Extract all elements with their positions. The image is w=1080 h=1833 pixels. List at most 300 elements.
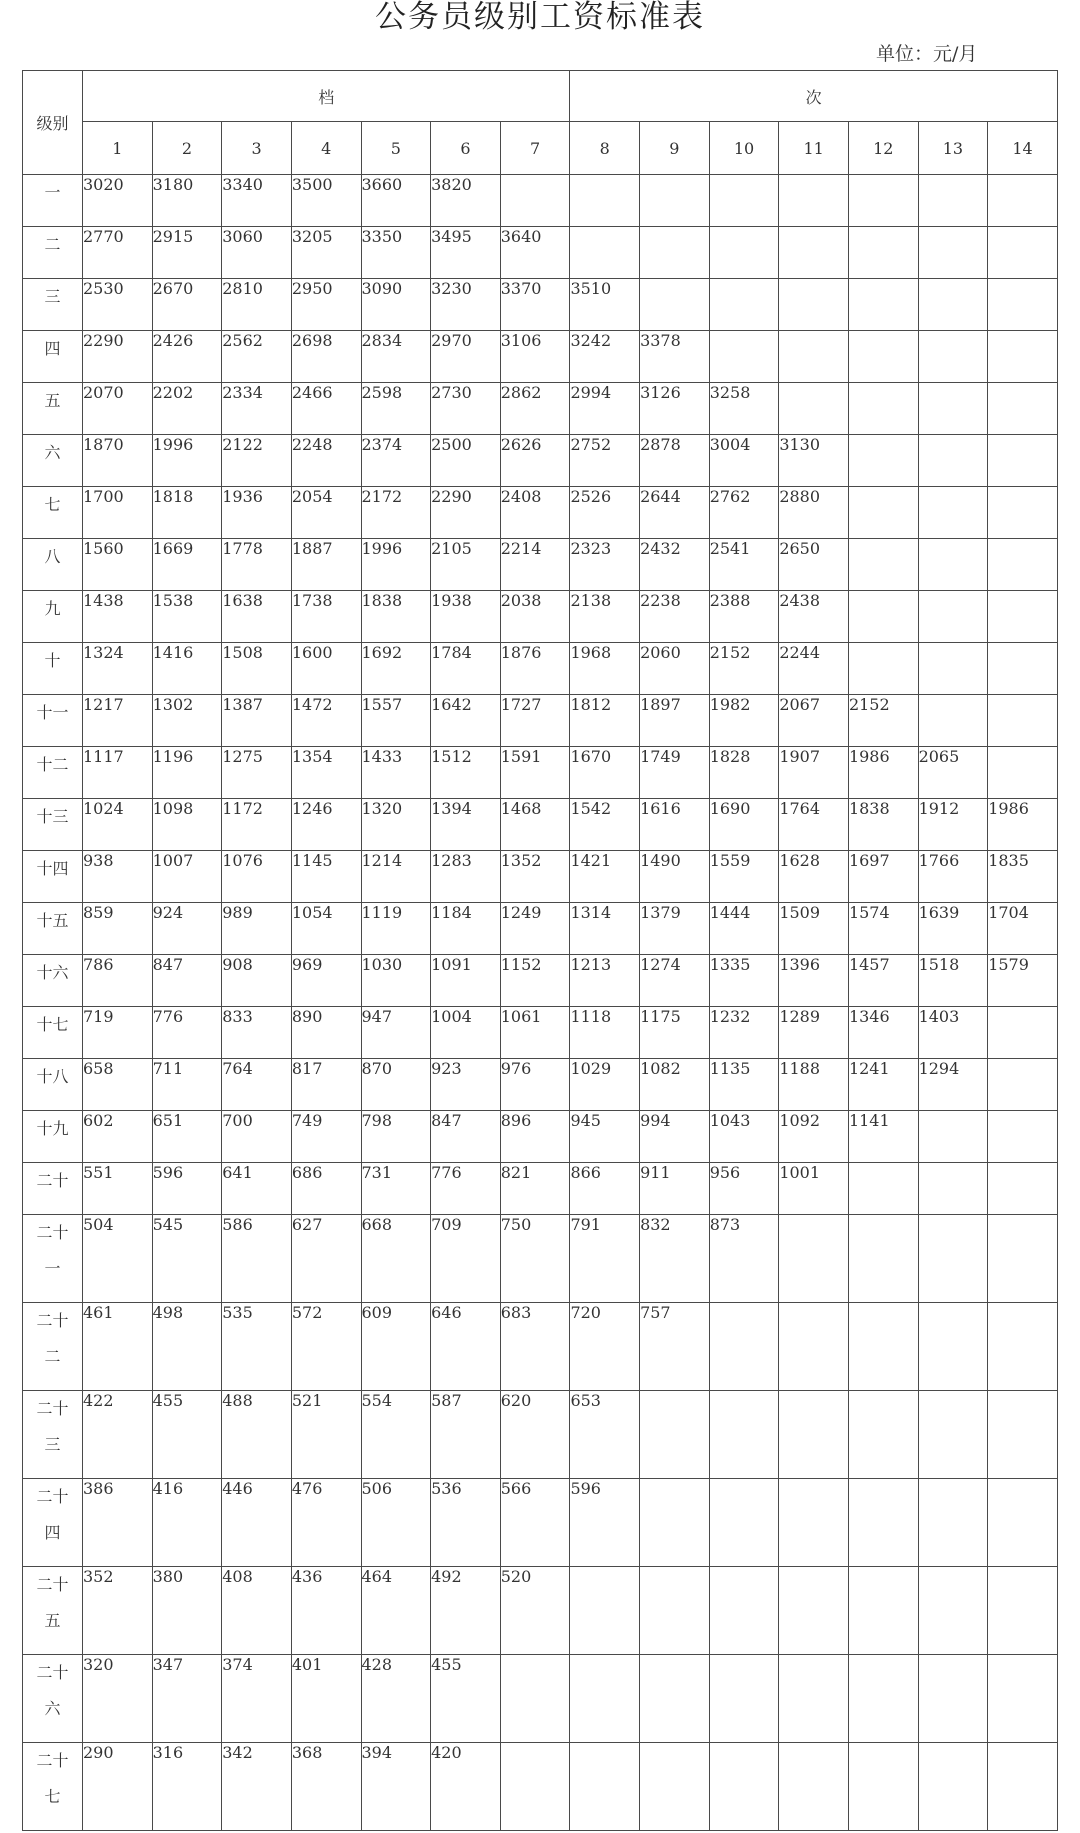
salary-cell: 2038 [500,591,570,643]
salary-cell: 1986 [988,799,1058,851]
header-grade-row [23,122,1058,175]
salary-cell: 2408 [500,487,570,539]
salary-cell [918,643,988,695]
level-label: 五 [44,391,61,410]
salary-cell: 3060 [222,227,292,279]
salary-cell: 1082 [640,1059,710,1111]
table-row [23,1479,1058,1567]
salary-cell: 2752 [570,435,640,487]
salary-cell: 1560 [83,539,153,591]
level-label: 二十 [36,1171,69,1190]
salary-cell: 1616 [640,799,710,851]
salary-cell [988,1479,1058,1567]
salary-cell: 668 [361,1215,431,1303]
salary-cell: 352 [83,1567,153,1655]
salary-cell: 719 [83,1007,153,1059]
grade-header-6: 6 [431,122,501,175]
salary-cell: 1968 [570,643,640,695]
salary-cell [709,1479,779,1567]
salary-cell: 1509 [779,903,849,955]
salary-cell: 1118 [570,1007,640,1059]
salary-table [22,70,1058,1831]
salary-cell [988,695,1058,747]
salary-cell: 1936 [222,487,292,539]
level-label: 二十二 [36,1311,69,1366]
salary-cell: 1704 [988,903,1058,955]
salary-cell [709,1567,779,1655]
salary-cell [848,1655,918,1743]
table-row [23,1655,1058,1743]
level-label: 十九 [36,1119,69,1138]
salary-cell: 1591 [500,747,570,799]
salary-cell: 1214 [361,851,431,903]
salary-cell: 2323 [570,539,640,591]
salary-cell: 1091 [431,955,501,1007]
level-cell [23,1391,83,1479]
grade-header-1: 1 [83,122,153,175]
salary-cell: 1092 [779,1111,849,1163]
salary-cell: 1346 [848,1007,918,1059]
level-label: 十 [44,651,61,670]
salary-cell: 1141 [848,1111,918,1163]
salary-cell: 817 [291,1059,361,1111]
salary-cell: 1294 [918,1059,988,1111]
salary-cell: 646 [431,1303,501,1391]
salary-cell: 2466 [291,383,361,435]
salary-cell: 3640 [500,227,570,279]
salary-cell: 749 [291,1111,361,1163]
level-cell [23,851,83,903]
salary-cell [918,227,988,279]
salary-cell: 596 [570,1479,640,1567]
grade-header-12: 12 [848,122,918,175]
salary-cell [988,747,1058,799]
salary-cell [709,227,779,279]
salary-cell [848,539,918,591]
salary-cell: 3242 [570,331,640,383]
salary-cell: 3230 [431,279,501,331]
salary-cell: 938 [83,851,153,903]
salary-cell [918,1163,988,1215]
salary-cell [988,279,1058,331]
salary-cell [988,1567,1058,1655]
level-cell [23,1215,83,1303]
salary-cell: 1579 [988,955,1058,1007]
grade-header-9: 9 [640,122,710,175]
table-row [23,591,1058,643]
salary-cell: 1518 [918,955,988,1007]
salary-cell [988,1111,1058,1163]
salary-cell: 750 [500,1215,570,1303]
salary-cell: 1188 [779,1059,849,1111]
salary-cell: 1024 [83,799,153,851]
salary-cell: 1275 [222,747,292,799]
salary-cell: 2915 [152,227,222,279]
salary-cell: 1996 [152,435,222,487]
salary-cell: 994 [640,1111,710,1163]
salary-cell: 2248 [291,435,361,487]
salary-cell: 2172 [361,487,431,539]
level-cell [23,539,83,591]
salary-cell: 2562 [222,331,292,383]
salary-cell [918,1567,988,1655]
table-row [23,1743,1058,1831]
salary-cell: 2432 [640,539,710,591]
salary-cell: 394 [361,1743,431,1831]
level-label: 七 [44,495,61,514]
salary-cell [640,227,710,279]
salary-cell: 1838 [848,799,918,851]
salary-cell: 2598 [361,383,431,435]
salary-cell [570,175,640,227]
salary-cell [570,1743,640,1831]
salary-cell: 1283 [431,851,501,903]
salary-cell [779,1743,849,1831]
salary-cell: 464 [361,1567,431,1655]
salary-cell: 2950 [291,279,361,331]
salary-cell: 700 [222,1111,292,1163]
salary-cell: 847 [152,955,222,1007]
level-cell [23,695,83,747]
table-row [23,1215,1058,1303]
salary-cell: 609 [361,1303,431,1391]
salary-cell [500,175,570,227]
salary-cell: 1468 [500,799,570,851]
salary-cell: 1784 [431,643,501,695]
salary-cell: 3126 [640,383,710,435]
salary-cell: 832 [640,1215,710,1303]
salary-cell: 520 [500,1567,570,1655]
salary-cell: 2202 [152,383,222,435]
salary-cell [570,227,640,279]
salary-cell: 446 [222,1479,292,1567]
salary-cell: 566 [500,1479,570,1567]
salary-cell [848,1479,918,1567]
level-label: 十三 [36,807,69,826]
salary-cell: 1538 [152,591,222,643]
salary-cell: 896 [500,1111,570,1163]
salary-cell: 1314 [570,903,640,955]
salary-cell: 2670 [152,279,222,331]
salary-cell: 504 [83,1215,153,1303]
salary-cell [918,279,988,331]
salary-cell [918,1655,988,1743]
salary-cell: 1030 [361,955,431,1007]
salary-cell [779,1391,849,1479]
table-row [23,175,1058,227]
salary-cell: 1638 [222,591,292,643]
salary-cell [848,331,918,383]
salary-cell: 3130 [779,435,849,487]
salary-cell: 3180 [152,175,222,227]
salary-cell: 1394 [431,799,501,851]
salary-cell [779,1303,849,1391]
grade-group-label-right: 次 [805,87,822,107]
unit-label: 单位：元/月 [876,43,978,65]
salary-cell: 791 [570,1215,640,1303]
salary-cell [988,435,1058,487]
salary-cell [848,1391,918,1479]
salary-cell [570,1655,640,1743]
table-row [23,1567,1058,1655]
salary-cell: 947 [361,1007,431,1059]
salary-cell: 2862 [500,383,570,435]
salary-cell: 2530 [83,279,153,331]
level-label: 十七 [36,1015,69,1034]
level-label: 二十四 [36,1487,69,1542]
salary-cell: 1152 [500,955,570,1007]
table-row [23,1111,1058,1163]
table-row [23,331,1058,383]
salary-cell [500,1655,570,1743]
salary-cell [918,1303,988,1391]
grade-header-4: 4 [291,122,361,175]
salary-cell: 401 [291,1655,361,1743]
salary-cell: 924 [152,903,222,955]
salary-cell: 1246 [291,799,361,851]
grade-group-header-left [83,71,570,122]
salary-cell: 1887 [291,539,361,591]
salary-cell [848,1215,918,1303]
table-row [23,903,1058,955]
salary-cell: 1061 [500,1007,570,1059]
level-cell [23,1655,83,1743]
salary-cell: 1241 [848,1059,918,1111]
level-cell [23,643,83,695]
salary-cell: 1387 [222,695,292,747]
salary-cell: 320 [83,1655,153,1743]
salary-cell [709,331,779,383]
salary-cell: 1172 [222,799,292,851]
salary-cell: 1354 [291,747,361,799]
grade-group-header-right [570,71,1057,122]
salary-cell [779,279,849,331]
level-cell [23,1479,83,1567]
salary-cell: 290 [83,1743,153,1831]
salary-cell: 1982 [709,695,779,747]
salary-cell: 1835 [988,851,1058,903]
grade-header-10: 10 [709,122,779,175]
salary-cell: 1508 [222,643,292,695]
level-label: 二 [44,235,61,254]
salary-cell: 1700 [83,487,153,539]
salary-cell: 686 [291,1163,361,1215]
salary-cell: 1433 [361,747,431,799]
salary-cell: 1335 [709,955,779,1007]
level-column-header: 级别 [23,71,83,175]
salary-cell: 587 [431,1391,501,1479]
salary-cell: 2388 [709,591,779,643]
grade-header-7: 7 [500,122,570,175]
table-row [23,695,1058,747]
salary-cell: 2834 [361,331,431,383]
salary-cell: 428 [361,1655,431,1743]
table-row [23,227,1058,279]
salary-cell: 1670 [570,747,640,799]
salary-cell: 1697 [848,851,918,903]
salary-cell: 1416 [152,643,222,695]
salary-cell [988,227,1058,279]
salary-cell [848,279,918,331]
salary-cell [709,1655,779,1743]
salary-cell: 627 [291,1215,361,1303]
salary-cell: 1690 [709,799,779,851]
salary-cell [988,1163,1058,1215]
salary-cell [709,1391,779,1479]
table-row [23,539,1058,591]
salary-cell: 416 [152,1479,222,1567]
salary-cell: 1352 [500,851,570,903]
salary-cell: 1574 [848,903,918,955]
table-row [23,435,1058,487]
salary-cell: 1876 [500,643,570,695]
grade-header-8: 8 [570,122,640,175]
level-cell [23,747,83,799]
salary-cell: 821 [500,1163,570,1215]
salary-cell: 3820 [431,175,501,227]
level-cell [23,903,83,955]
table-body [23,175,1058,1831]
level-cell [23,331,83,383]
grade-header-13: 13 [918,122,988,175]
level-label: 十四 [36,859,69,878]
salary-cell: 1778 [222,539,292,591]
salary-cell: 602 [83,1111,153,1163]
salary-cell [988,331,1058,383]
salary-cell: 2374 [361,435,431,487]
salary-cell [988,539,1058,591]
salary-cell: 2152 [848,695,918,747]
salary-cell: 1135 [709,1059,779,1111]
salary-cell: 1232 [709,1007,779,1059]
salary-cell: 1438 [83,591,153,643]
level-label: 十一 [36,703,69,722]
table-row [23,851,1058,903]
salary-cell: 2730 [431,383,501,435]
salary-cell: 3004 [709,435,779,487]
grade-header-14: 14 [988,122,1058,175]
salary-cell: 1938 [431,591,501,643]
salary-cell [918,1215,988,1303]
table-row [23,1303,1058,1391]
salary-cell: 1669 [152,539,222,591]
salary-cell: 2541 [709,539,779,591]
salary-cell: 908 [222,955,292,1007]
level-cell [23,955,83,1007]
salary-cell [848,175,918,227]
salary-cell: 536 [431,1479,501,1567]
salary-cell [779,1215,849,1303]
level-cell [23,1111,83,1163]
level-cell [23,435,83,487]
salary-cell: 1324 [83,643,153,695]
salary-cell [988,1059,1058,1111]
salary-cell: 1217 [83,695,153,747]
salary-cell [918,1743,988,1831]
salary-cell: 2644 [640,487,710,539]
level-cell [23,1567,83,1655]
salary-cell [640,1743,710,1831]
header-group-row [23,71,1058,122]
salary-cell: 380 [152,1567,222,1655]
salary-cell [640,1655,710,1743]
salary-cell: 342 [222,1743,292,1831]
level-label: 九 [44,599,61,618]
salary-cell: 368 [291,1743,361,1831]
salary-cell: 1642 [431,695,501,747]
salary-cell: 2065 [918,747,988,799]
salary-cell: 2626 [500,435,570,487]
salary-cell: 3378 [640,331,710,383]
salary-cell [848,227,918,279]
salary-cell: 1076 [222,851,292,903]
salary-cell: 720 [570,1303,640,1391]
salary-cell: 476 [291,1479,361,1567]
salary-cell: 1119 [361,903,431,955]
salary-cell: 1029 [570,1059,640,1111]
level-cell [23,1163,83,1215]
salary-cell [779,383,849,435]
salary-cell [918,383,988,435]
level-label: 十六 [36,963,69,982]
salary-cell: 1249 [500,903,570,955]
salary-cell: 1196 [152,747,222,799]
table-row [23,383,1058,435]
salary-cell: 2290 [83,331,153,383]
salary-cell: 1727 [500,695,570,747]
salary-cell [640,1391,710,1479]
salary-cell: 976 [500,1059,570,1111]
level-label: 十二 [36,755,69,774]
salary-cell: 2650 [779,539,849,591]
salary-cell [988,487,1058,539]
level-cell [23,591,83,643]
salary-cell [779,227,849,279]
salary-cell [848,591,918,643]
level-cell [23,175,83,227]
salary-cell: 1490 [640,851,710,903]
salary-cell: 2054 [291,487,361,539]
level-label: 二十一 [36,1223,69,1278]
salary-cell: 786 [83,955,153,1007]
salary-cell: 911 [640,1163,710,1215]
salary-cell [918,487,988,539]
salary-cell: 1818 [152,487,222,539]
salary-cell: 551 [83,1163,153,1215]
level-cell [23,487,83,539]
salary-cell: 620 [500,1391,570,1479]
salary-cell: 3090 [361,279,431,331]
salary-cell: 1628 [779,851,849,903]
salary-cell: 1738 [291,591,361,643]
salary-cell [988,1743,1058,1831]
salary-cell: 1907 [779,747,849,799]
salary-cell [848,1163,918,1215]
salary-cell [709,175,779,227]
level-label: 八 [44,547,61,566]
salary-cell: 1600 [291,643,361,695]
salary-cell: 709 [431,1215,501,1303]
salary-cell: 554 [361,1391,431,1479]
salary-cell: 3205 [291,227,361,279]
salary-cell: 3510 [570,279,640,331]
salary-cell: 2438 [779,591,849,643]
salary-cell: 3258 [709,383,779,435]
salary-cell [848,383,918,435]
level-label: 十八 [36,1067,69,1086]
salary-cell: 436 [291,1567,361,1655]
salary-cell: 492 [431,1567,501,1655]
